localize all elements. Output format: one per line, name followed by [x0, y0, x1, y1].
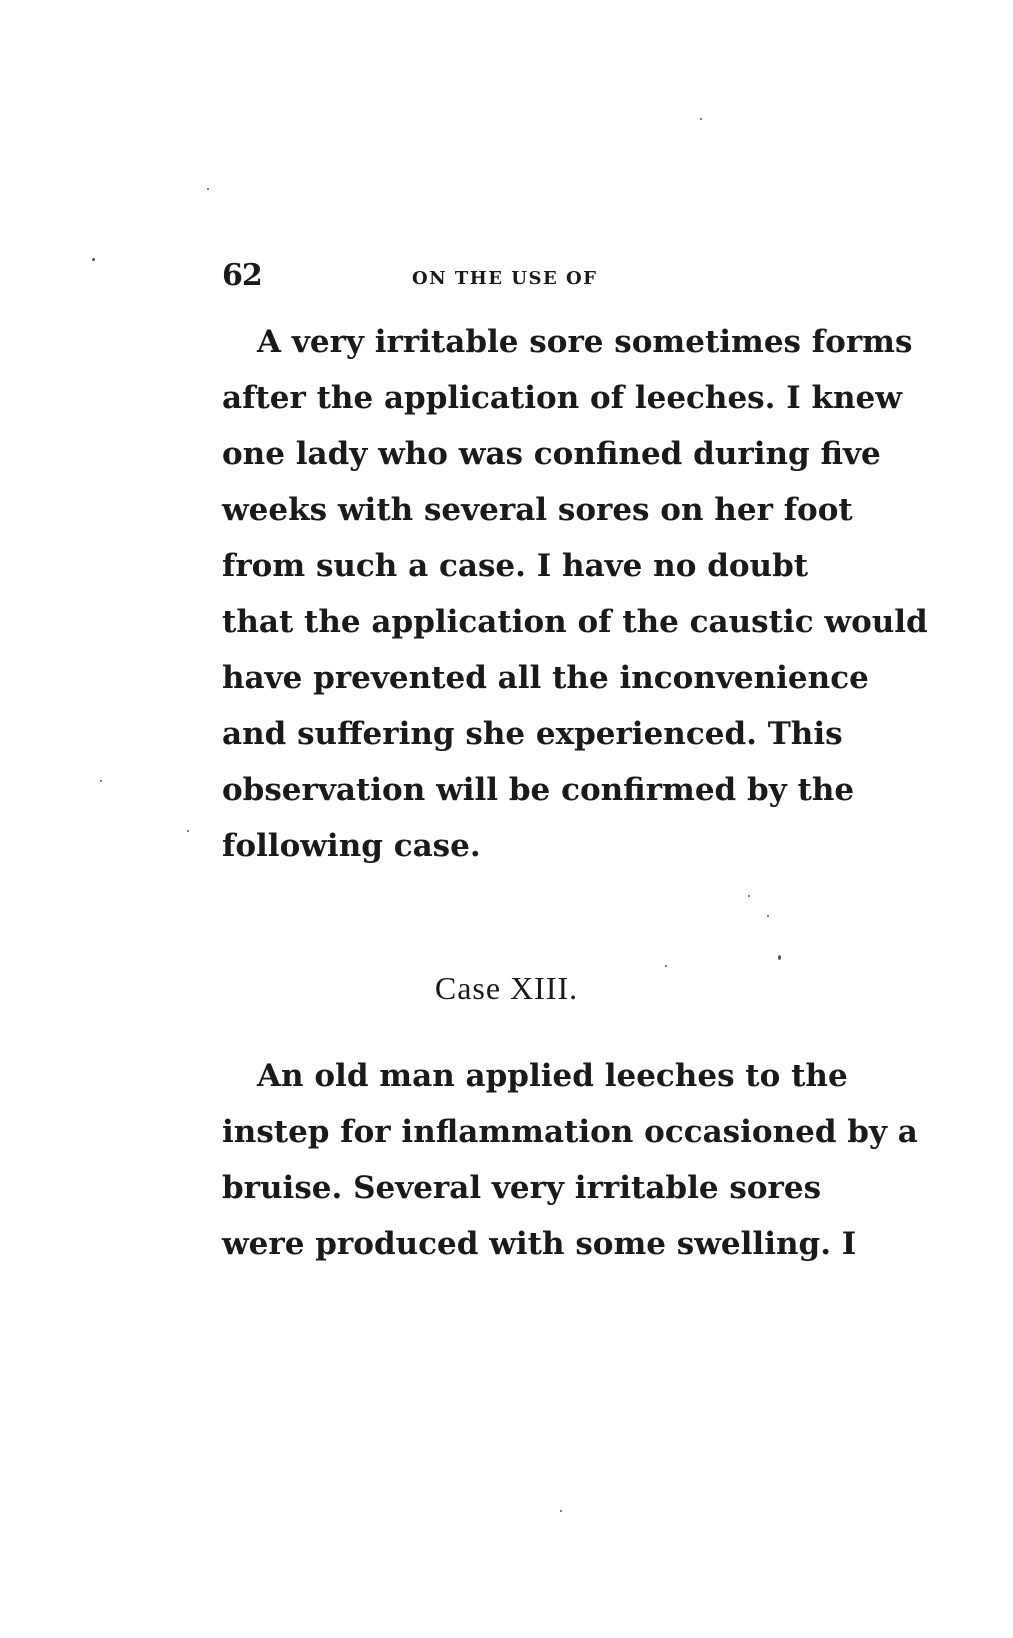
scan-speck	[207, 188, 209, 190]
text-line: weeks with several sores on her foot	[222, 492, 853, 528]
text-line: were produced with some swelling. I	[222, 1226, 857, 1262]
text-line: one lady who was confined during five	[222, 436, 881, 472]
text-line: and suffering she experienced. This	[222, 716, 843, 752]
paragraph-1	[222, 314, 928, 874]
text-line: following case.	[222, 828, 481, 864]
page-number: 62	[222, 258, 262, 293]
text-line: An old man applied leeches to the	[257, 1058, 848, 1094]
scan-speck	[748, 895, 750, 897]
scan-speck	[778, 955, 781, 960]
scan-speck	[767, 915, 769, 917]
text-line: from such a case. I have no doubt	[222, 548, 809, 584]
scan-speck	[187, 830, 189, 832]
text-line: bruise. Several very irritable sores	[222, 1170, 822, 1206]
running-head	[222, 258, 802, 298]
scan-speck	[700, 118, 702, 120]
case-heading: Case XIII.	[434, 970, 579, 1006]
scan-speck	[665, 965, 667, 967]
text-line: observation will be confirmed by the	[222, 772, 855, 808]
running-title: ON THE USE OF	[412, 268, 598, 289]
text-line: that the application of the caustic would	[222, 604, 928, 640]
text-line: have prevented all the inconvenience	[222, 660, 869, 696]
text-line: A very irritable sore sometimes forms	[257, 324, 913, 360]
text-line: after the application of leeches. I knew	[222, 380, 902, 416]
paragraph-2	[222, 1048, 918, 1272]
scan-speck	[560, 1510, 562, 1512]
scan-speck	[92, 258, 95, 261]
scan-speck	[100, 780, 102, 782]
text-line: instep for inflammation occasioned by a	[222, 1114, 918, 1150]
